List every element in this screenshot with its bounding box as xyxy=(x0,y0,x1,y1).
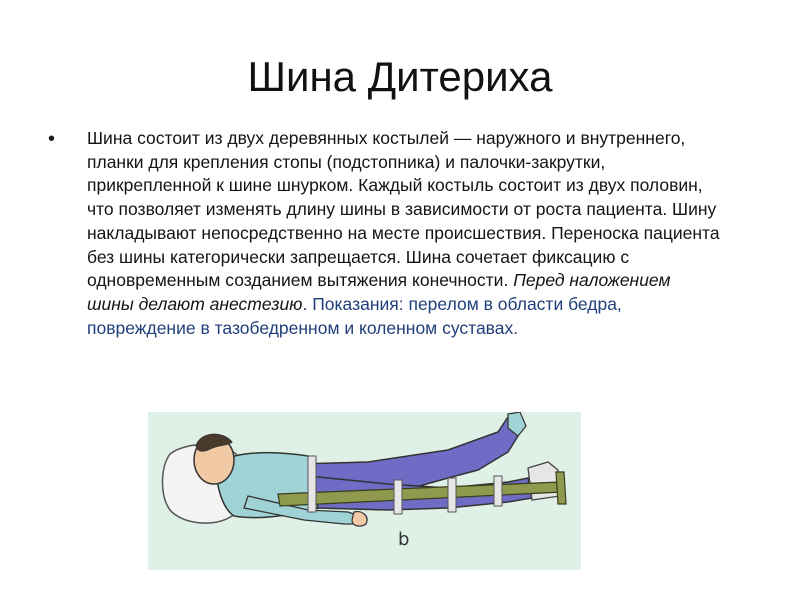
splint-footplate-shape xyxy=(556,472,566,504)
bullet-text xyxy=(87,127,722,340)
bullet-dot: • xyxy=(48,128,56,150)
patient-with-splint-drawing xyxy=(148,412,581,570)
splint-illustration xyxy=(148,412,581,570)
hand-shape xyxy=(352,512,367,526)
figure-label: b xyxy=(398,529,410,550)
bullet-main-text: Шина состоит из двух деревянных костылей — наружного и внутреннего, планки для крепления стопы (подстопника) и палочки-закрутки, прикрепленной к шине шнурком. Каждый костыль состоит из двух половин, что позволяет изменять длину шины в зависимости от роста пациента. Шину накладывают непосредственно на месте происшествия. Переноска пациента без шины категорически запрещается. Шина сочетает фиксацию с одновременным созданием вытяжения конечности. xyxy=(87,128,720,291)
strap-4-shape xyxy=(494,476,502,506)
strap-1-shape xyxy=(308,456,316,512)
foot-bandage-shape xyxy=(528,462,560,500)
bullet-indication-text: Показания: перелом в области бедра, повреждение в тазобедренном и коленном суставах. xyxy=(87,293,622,338)
strap-2-shape xyxy=(394,480,402,514)
bullet-italic-text: Перед наложением шины делают анестезию xyxy=(87,270,671,314)
strap-3-shape xyxy=(448,478,456,512)
bullet-period: . xyxy=(302,293,308,314)
slide-title: Шина Дитериха xyxy=(247,53,553,100)
